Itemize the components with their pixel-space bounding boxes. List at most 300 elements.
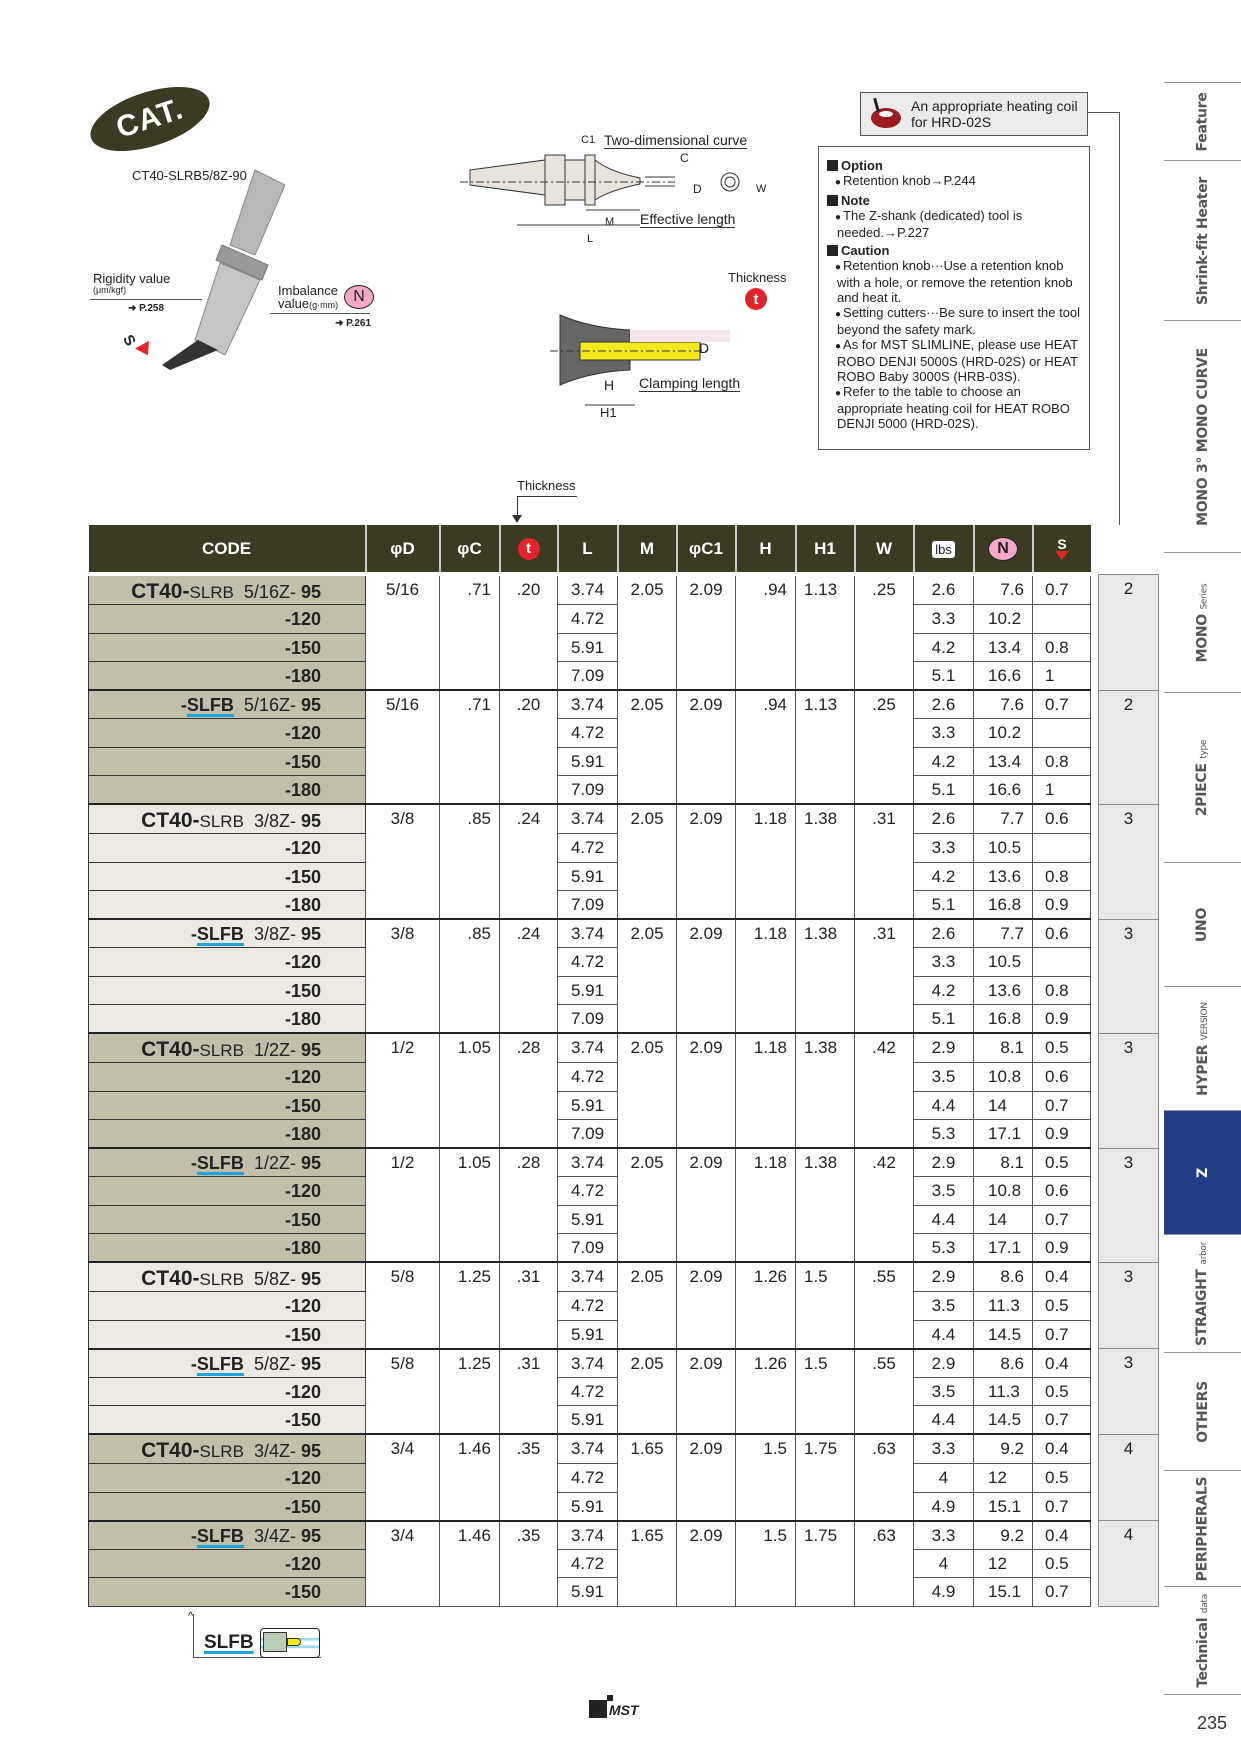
l-cell: 4.72 <box>558 1464 618 1493</box>
m-cell: 2.05 <box>618 574 677 690</box>
side-tab-peripherals[interactable]: PERIPHERALS <box>1164 1470 1241 1586</box>
imbalance-cell: 7.7 <box>974 919 1033 948</box>
rigidity-cell: 0.4 <box>1033 1521 1091 1550</box>
table-row <box>89 1148 1159 1177</box>
d-cell: 3/4 <box>366 1434 440 1521</box>
weight-cell: 2.9 <box>914 1262 974 1292</box>
dim-l: L <box>587 233 594 245</box>
spec-table <box>88 525 1159 1607</box>
weight-cell: 5.1 <box>914 776 974 805</box>
weight-cell: 4.9 <box>914 1492 974 1521</box>
l-cell: 5.91 <box>558 1578 618 1607</box>
weight-lbs-icon: lbs <box>932 541 955 558</box>
header-s: S <box>1033 525 1091 574</box>
thickness-callout: Thickness <box>517 478 576 493</box>
t-cell: .24 <box>500 919 558 1033</box>
imbalance-cell: 7.6 <box>974 690 1033 719</box>
rigidity-cell: 0.7 <box>1033 1406 1091 1435</box>
c-cell: .85 <box>440 804 500 919</box>
code-cell: -150 <box>89 747 366 776</box>
weight-cell: 3.5 <box>914 1063 974 1092</box>
header-l: L <box>558 525 618 574</box>
l-cell: 3.74 <box>558 804 618 834</box>
side-tab-mono-3-mono-curve[interactable]: MONO 3° MONO CURVE <box>1164 320 1241 552</box>
l-cell: 3.74 <box>558 1349 618 1378</box>
imbalance-n-icon: N <box>988 537 1018 561</box>
rigidity-cell: 0.6 <box>1033 1063 1091 1092</box>
d-cell: 1/2 <box>366 1148 440 1262</box>
l-cell: 3.74 <box>558 690 618 719</box>
c-cell: 1.46 <box>440 1434 500 1521</box>
l-cell: 5.91 <box>558 862 618 891</box>
header-d: φD <box>366 525 440 574</box>
w-cell: .63 <box>855 1521 914 1607</box>
code-cell: -180 <box>89 891 366 920</box>
c-cell: 1.05 <box>440 1148 500 1262</box>
l-cell: 4.72 <box>558 1377 618 1406</box>
rigidity-cell: 0.8 <box>1033 976 1091 1005</box>
h1-cell: 1.5 <box>796 1349 855 1435</box>
rigidity-cell: 0.7 <box>1033 1205 1091 1234</box>
imbalance-cell: 8.1 <box>974 1033 1033 1063</box>
imbalance-cell: 10.5 <box>974 834 1033 863</box>
t-cell: .20 <box>500 690 558 804</box>
rigidity-cell: 0.9 <box>1033 891 1091 920</box>
thickness-label: Thickness <box>728 270 787 285</box>
imbalance-cell: 10.2 <box>974 719 1033 748</box>
h-cell: .94 <box>736 574 796 690</box>
dim-c1: C1 <box>581 134 596 146</box>
code-cell: CT40-SLRB 3/8Z- 95 <box>89 804 366 834</box>
clamping-diagram <box>550 310 730 420</box>
h-cell: 1.18 <box>736 1148 796 1262</box>
l-cell: 7.09 <box>558 1005 618 1034</box>
imbalance-cell: 11.3 <box>974 1377 1033 1406</box>
weight-cell: 4.4 <box>914 1406 974 1435</box>
code-cell: -180 <box>89 1005 366 1034</box>
code-cell: -180 <box>89 1234 366 1263</box>
rigidity-cell: 0.5 <box>1033 1377 1091 1406</box>
weight-cell: 3.5 <box>914 1377 974 1406</box>
weight-cell: 4.4 <box>914 1091 974 1120</box>
code-cell: -180 <box>89 1120 366 1149</box>
imbalance-cell: 14 <box>974 1205 1033 1234</box>
imbalance-cell: 13.6 <box>974 862 1033 891</box>
code-cell: -120 <box>89 948 366 977</box>
l-cell: 3.74 <box>558 1521 618 1550</box>
heating-coil-note <box>860 92 1088 136</box>
table-row <box>89 1521 1159 1550</box>
l-cell: 7.09 <box>558 776 618 805</box>
thickness-t-icon: t <box>518 538 540 560</box>
rigidity-cell: 0.4 <box>1033 1349 1091 1378</box>
code-cell: -180 <box>89 776 366 805</box>
code-cell: -150 <box>89 976 366 1005</box>
imbalance-cell: 9.2 <box>974 1521 1033 1550</box>
h1-cell: 1.75 <box>796 1521 855 1607</box>
l-cell: 7.09 <box>558 1234 618 1263</box>
side-tab-mono[interactable]: MONO Series <box>1164 552 1241 692</box>
weight-cell: 2.6 <box>914 690 974 719</box>
h1-cell: 1.5 <box>796 1262 855 1349</box>
code-cell: CT40-SLRB 3/4Z- 95 <box>89 1434 366 1464</box>
c-cell: .85 <box>440 919 500 1033</box>
effective-length-label: Effective length <box>640 211 736 227</box>
weight-cell: 2.6 <box>914 804 974 834</box>
weight-cell: 4.4 <box>914 1205 974 1234</box>
weight-cell: 3.3 <box>914 834 974 863</box>
imbalance-cell: 16.8 <box>974 891 1033 920</box>
table-row <box>89 1033 1159 1063</box>
code-cell: -120 <box>89 834 366 863</box>
imbalance-cell: 8.6 <box>974 1349 1033 1378</box>
m-cell: 2.05 <box>618 1033 677 1148</box>
c1-cell: 2.09 <box>677 804 736 919</box>
l-cell: 5.91 <box>558 1205 618 1234</box>
caution-item: ● As for MST SLIMLINE, please use HEAT ROBO DENJI 5000S (HRD-02S) or HEAT ROBO Baby 3000S (HRB-03S). <box>827 337 1081 384</box>
l-cell: 5.91 <box>558 1320 618 1349</box>
imbalance-cell: 17.1 <box>974 1234 1033 1263</box>
code-cell: -150 <box>89 1492 366 1521</box>
l-cell: 5.91 <box>558 747 618 776</box>
rigidity-ref-link[interactable]: ➜ P.258 <box>128 303 165 314</box>
code-cell: CT40-SLRB 5/8Z- 95 <box>89 1262 366 1292</box>
rigidity-cell: 0.7 <box>1033 1091 1091 1120</box>
table-row <box>89 804 1159 834</box>
header-c: φC <box>440 525 500 574</box>
m-cell: 2.05 <box>618 919 677 1033</box>
coil-size-cell: 4 <box>1099 1521 1159 1607</box>
rigidity-cell: 0.7 <box>1033 574 1091 605</box>
imbalance-cell: 17.1 <box>974 1120 1033 1149</box>
c-cell: 1.05 <box>440 1033 500 1148</box>
code-cell: -SLFB 5/8Z- 95 <box>89 1349 366 1378</box>
c1-cell: 2.09 <box>677 1434 736 1521</box>
weight-cell: 3.5 <box>914 1177 974 1206</box>
rigidity-cell: 0.9 <box>1033 1234 1091 1263</box>
mst-logo: MST <box>589 1700 639 1718</box>
header-weight <box>914 525 974 574</box>
imbalance-cell: 16.6 <box>974 776 1033 805</box>
l-cell: 5.91 <box>558 1091 618 1120</box>
l-cell: 3.74 <box>558 1262 618 1292</box>
d-cell: 5/8 <box>366 1349 440 1435</box>
imbalance-cell: 15.1 <box>974 1578 1033 1607</box>
rigidity-cell <box>1033 605 1091 634</box>
h1-cell: 1.38 <box>796 1148 855 1262</box>
l-cell: 4.72 <box>558 1549 618 1578</box>
rigidity-cell <box>1033 834 1091 863</box>
c1-cell: 2.09 <box>677 919 736 1033</box>
l-cell: 3.74 <box>558 1033 618 1063</box>
l-cell: 7.09 <box>558 1120 618 1149</box>
imbalance-cell: 13.4 <box>974 747 1033 776</box>
dim-h1: H1 <box>600 405 617 420</box>
c-cell: 1.25 <box>440 1262 500 1349</box>
w-cell: .25 <box>855 574 914 690</box>
l-cell: 3.74 <box>558 1434 618 1464</box>
c-cell: .71 <box>440 690 500 804</box>
c-cell: .71 <box>440 574 500 690</box>
side-tab-technical[interactable]: Technical data <box>1164 1586 1241 1694</box>
code-cell: -SLFB 3/4Z- 95 <box>89 1521 366 1550</box>
header-n <box>974 525 1033 574</box>
m-cell: 2.05 <box>618 1349 677 1435</box>
rigidity-cell: 0.5 <box>1033 1549 1091 1578</box>
note-item: ● The Z-shank (dedicated) tool is needed.→P.227 <box>827 208 1081 240</box>
coil-size-cell: 4 <box>1099 1434 1159 1521</box>
weight-cell: 4.2 <box>914 976 974 1005</box>
imbalance-cell: 10.8 <box>974 1063 1033 1092</box>
rigidity-cell: 0.8 <box>1033 633 1091 662</box>
side-tab-straight[interactable]: STRAIGHT arbor <box>1164 1234 1241 1352</box>
caution-item: ● Retention knob···Use a retention knob with a hole, or remove the retention knob and heat it. <box>827 258 1081 305</box>
side-tab-shrink-fit-heater[interactable]: Shrink-fit Heater <box>1164 160 1241 320</box>
c1-cell: 2.09 <box>677 1262 736 1349</box>
thickness-t-icon: t <box>745 288 767 310</box>
h1-cell: 1.38 <box>796 1033 855 1148</box>
caution-item: ● Refer to the table to choose an appropriate heating coil for HEAT ROBO DENJI 5000 (HRD-02S). <box>827 384 1081 431</box>
side-tab-2piece[interactable]: 2PIECE type <box>1164 692 1241 862</box>
weight-cell: 2.9 <box>914 1033 974 1063</box>
two-dim-curve-label: Two-dimensional curve <box>604 132 748 148</box>
h-cell: .94 <box>736 690 796 804</box>
clamping-length-label: Clamping length <box>639 375 741 391</box>
rigidity-cell: 0.7 <box>1033 1492 1091 1521</box>
imbalance-cell: 10.2 <box>974 605 1033 634</box>
h1-cell: 1.38 <box>796 804 855 919</box>
header-c1: φC1 <box>677 525 736 574</box>
weight-cell: 5.1 <box>914 891 974 920</box>
note-title: Note <box>827 193 1081 208</box>
code-cell: -150 <box>89 1320 366 1349</box>
header-t <box>500 525 558 574</box>
weight-cell: 2.6 <box>914 574 974 605</box>
rigidity-label: Rigidity value <box>93 271 171 286</box>
code-cell: -150 <box>89 633 366 662</box>
coil-size-cell: 2 <box>1099 574 1159 690</box>
t-cell: .31 <box>500 1262 558 1349</box>
weight-cell: 4 <box>914 1464 974 1493</box>
w-cell: .25 <box>855 690 914 804</box>
dim-w: W <box>756 183 767 195</box>
code-cell: -120 <box>89 1292 366 1321</box>
code-cell: -120 <box>89 605 366 634</box>
imbalance-cell: 14 <box>974 1091 1033 1120</box>
t-cell: .20 <box>500 574 558 690</box>
l-cell: 7.09 <box>558 891 618 920</box>
code-cell: CT40-SLRB 5/16Z- 95 <box>89 574 366 605</box>
imbalance-cell: 8.6 <box>974 1262 1033 1292</box>
side-tab-hyper[interactable]: HYPER VERSION <box>1164 986 1241 1110</box>
m-cell: 2.05 <box>618 1262 677 1349</box>
rigidity-cell: 1 <box>1033 662 1091 691</box>
imbalance-cell: 9.2 <box>974 1434 1033 1464</box>
table-row <box>89 1349 1159 1378</box>
code-cell: -120 <box>89 1464 366 1493</box>
t-cell: .24 <box>500 804 558 919</box>
rigidity-cell: 0.7 <box>1033 690 1091 719</box>
code-cell: -150 <box>89 862 366 891</box>
imbalance-n-icon: N <box>344 285 374 309</box>
imbalance-cell: 15.1 <box>974 1492 1033 1521</box>
product-image-label: CT40-SLRB5/8Z-90 <box>132 168 247 183</box>
weight-cell: 3.5 <box>914 1292 974 1321</box>
imbalance-label: Imbalance value(g·mm) <box>278 283 339 311</box>
dim-h: H <box>604 377 615 393</box>
code-cell: -150 <box>89 1578 366 1607</box>
h1-cell: 1.13 <box>796 574 855 690</box>
c1-cell: 2.09 <box>677 1521 736 1607</box>
weight-cell: 4.2 <box>914 633 974 662</box>
dim-m: M <box>605 216 615 228</box>
d-cell: 3/8 <box>366 919 440 1033</box>
rigidity-cell: 0.7 <box>1033 1578 1091 1607</box>
side-tab-uno[interactable]: UNO <box>1164 862 1241 986</box>
side-tab-others[interactable]: OTHERS <box>1164 1352 1241 1470</box>
c1-cell: 2.09 <box>677 690 736 804</box>
code-cell: -150 <box>89 1406 366 1435</box>
header-m: M <box>618 525 677 574</box>
spec-table-wrap <box>88 525 1159 1607</box>
imbalance-cell: 12 <box>974 1549 1033 1578</box>
d-cell: 5/16 <box>366 574 440 690</box>
rigidity-cell: 0.5 <box>1033 1033 1091 1063</box>
code-cell: -SLFB 3/8Z- 95 <box>89 919 366 948</box>
coil-size-cell: 3 <box>1099 919 1159 1033</box>
dim-c: C <box>680 151 689 165</box>
coil-size-cell: 3 <box>1099 804 1159 919</box>
h-cell: 1.26 <box>736 1262 796 1349</box>
rigidity-cell <box>1033 948 1091 977</box>
h-cell: 1.18 <box>736 804 796 919</box>
w-cell: .55 <box>855 1349 914 1435</box>
rigidity-cell: 0.8 <box>1033 862 1091 891</box>
h-cell: 1.26 <box>736 1349 796 1435</box>
rigidity-cell: 0.6 <box>1033 1177 1091 1206</box>
heating-coil-icon <box>867 98 905 130</box>
coil-size-cell: 3 <box>1099 1033 1159 1148</box>
option-item: ● Retention knob→P.244 <box>827 173 1081 190</box>
rigidity-cell: 0.5 <box>1033 1464 1091 1493</box>
imbalance-cell: 11.3 <box>974 1292 1033 1321</box>
side-tab-feature[interactable]: Feature <box>1164 82 1241 160</box>
header-h: H <box>736 525 796 574</box>
weight-cell: 3.3 <box>914 719 974 748</box>
slfb-coolant-icon <box>260 1628 320 1658</box>
weight-cell: 4.2 <box>914 747 974 776</box>
w-cell: .55 <box>855 1262 914 1349</box>
imbalance-ref-link[interactable]: ➜ P.261 <box>335 318 372 329</box>
imbalance-cell: 8.1 <box>974 1148 1033 1177</box>
code-cell: -150 <box>89 1205 366 1234</box>
weight-cell: 5.3 <box>914 1120 974 1149</box>
weight-cell: 5.3 <box>914 1234 974 1263</box>
option-title: Option <box>827 158 1081 173</box>
header-w: W <box>855 525 914 574</box>
h-cell: 1.5 <box>736 1434 796 1521</box>
c1-cell: 2.09 <box>677 1033 736 1148</box>
rigidity-cell: 1 <box>1033 776 1091 805</box>
code-cell: -SLFB 1/2Z- 95 <box>89 1148 366 1177</box>
code-cell: -180 <box>89 662 366 691</box>
m-cell: 1.65 <box>618 1521 677 1607</box>
t-cell: .35 <box>500 1434 558 1521</box>
l-cell: 4.72 <box>558 605 618 634</box>
c1-cell: 2.09 <box>677 574 736 690</box>
header-code: CODE <box>89 525 366 574</box>
l-cell: 4.72 <box>558 834 618 863</box>
header-h1: H1 <box>796 525 855 574</box>
h1-cell: 1.75 <box>796 1434 855 1521</box>
weight-cell: 3.3 <box>914 1434 974 1464</box>
weight-cell: 4.2 <box>914 862 974 891</box>
l-cell: 3.74 <box>558 1148 618 1177</box>
slfb-legend-label: SLFB <box>204 1632 254 1653</box>
weight-cell: 2.6 <box>914 919 974 948</box>
dim-d-2: D <box>699 340 710 356</box>
l-cell: 7.09 <box>558 662 618 691</box>
weight-cell: 3.3 <box>914 605 974 634</box>
table-row <box>89 690 1159 719</box>
page-number: 235 <box>1196 1713 1227 1733</box>
table-header-row <box>89 525 1159 574</box>
rigidity-arrow-icon <box>1055 551 1069 560</box>
coil-size-cell: 3 <box>1099 1148 1159 1262</box>
weight-cell: 5.1 <box>914 662 974 691</box>
imbalance-cell: 16.6 <box>974 662 1033 691</box>
weight-cell: 4.4 <box>914 1320 974 1349</box>
code-cell: -120 <box>89 1549 366 1578</box>
table-row <box>89 1434 1159 1464</box>
caution-title: Caution <box>827 243 1081 258</box>
l-cell: 5.91 <box>558 1492 618 1521</box>
side-tab-z[interactable]: Z <box>1164 1110 1241 1234</box>
l-cell: 4.72 <box>558 1292 618 1321</box>
notes-box <box>818 146 1090 450</box>
l-cell: 4.72 <box>558 1063 618 1092</box>
c-cell: 1.46 <box>440 1521 500 1607</box>
l-cell: 3.74 <box>558 919 618 948</box>
imbalance-cell: 13.6 <box>974 976 1033 1005</box>
rigidity-cell: 0.9 <box>1033 1120 1091 1149</box>
rigidity-cell: 0.4 <box>1033 1434 1091 1464</box>
rigidity-cell: 0.6 <box>1033 804 1091 834</box>
code-cell: -120 <box>89 1377 366 1406</box>
h-cell: 1.18 <box>736 919 796 1033</box>
coil-size-cell: 2 <box>1099 690 1159 804</box>
w-cell: .63 <box>855 1434 914 1521</box>
d-cell: 3/8 <box>366 804 440 919</box>
imbalance-cell: 14.5 <box>974 1320 1033 1349</box>
imbalance-cell: 10.5 <box>974 948 1033 977</box>
rigidity-cell: 0.8 <box>1033 747 1091 776</box>
imbalance-cell: 7.7 <box>974 804 1033 834</box>
coil-note-line2: for HRD-02S <box>911 114 992 130</box>
rigidity-unit: (μm/kgf) <box>93 285 127 295</box>
t-cell: .35 <box>500 1521 558 1607</box>
l-cell: 3.74 <box>558 574 618 605</box>
w-cell: .31 <box>855 804 914 919</box>
code-cell: -150 <box>89 1091 366 1120</box>
w-cell: .42 <box>855 1148 914 1262</box>
rigidity-cell: 0.5 <box>1033 1292 1091 1321</box>
table-row <box>89 919 1159 948</box>
rigidity-cell: 0.6 <box>1033 919 1091 948</box>
weight-cell: 3.3 <box>914 1521 974 1550</box>
m-cell: 2.05 <box>618 690 677 804</box>
rigidity-cell: 0.5 <box>1033 1148 1091 1177</box>
